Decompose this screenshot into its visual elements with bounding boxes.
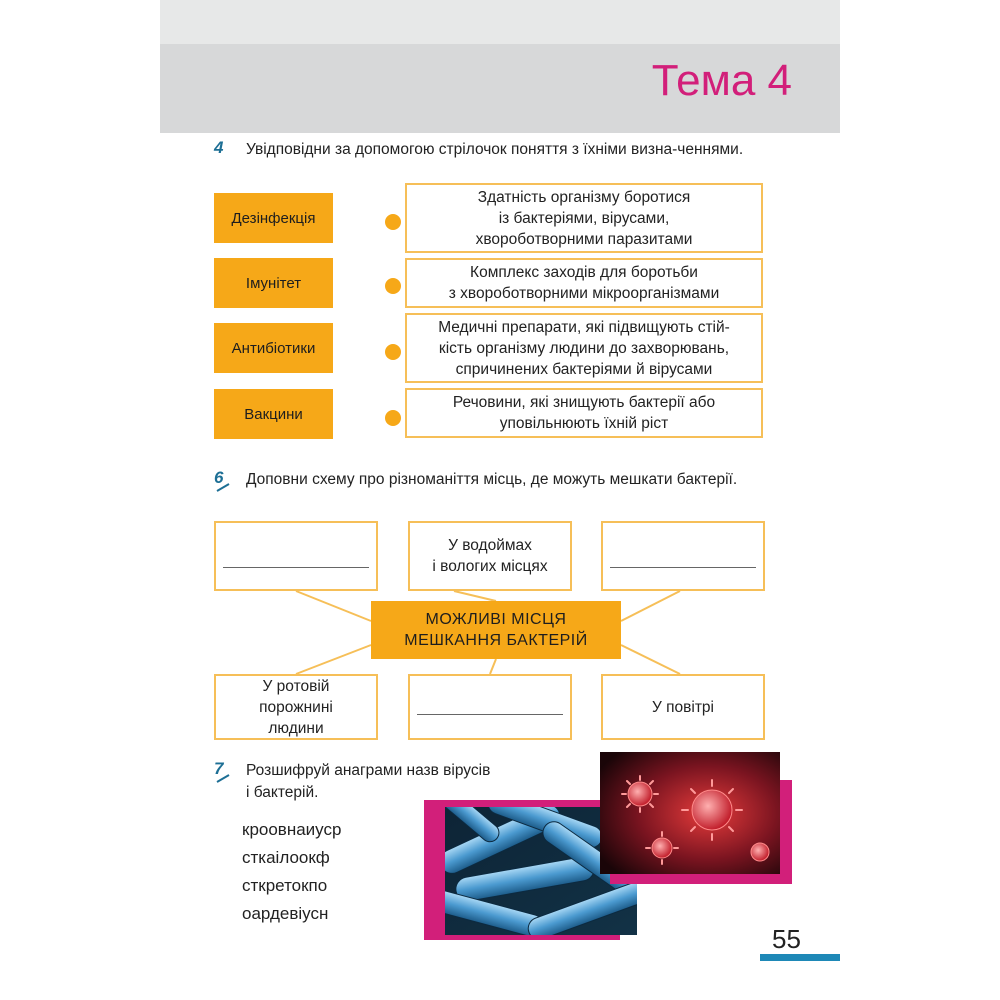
scheme-text: і вологих місцях bbox=[432, 558, 548, 575]
scheme-text: порожнині bbox=[259, 698, 333, 716]
scheme-box-bottom-left bbox=[214, 674, 378, 740]
virus-photo bbox=[600, 752, 780, 874]
scheme-text: людини bbox=[268, 719, 324, 737]
scheme-text: У повітрі bbox=[651, 698, 714, 716]
textbook-page bbox=[160, 0, 840, 1000]
scheme-center-box bbox=[371, 601, 621, 659]
definition-line: кість організму людини до захворювань, bbox=[438, 339, 730, 357]
definition-line: хвороботворними паразитами bbox=[475, 230, 693, 248]
exercise-7-number: 7 bbox=[214, 759, 223, 779]
anagram-item: кроовнаиуср bbox=[242, 820, 342, 839]
definition-line: Здатність організму боротися bbox=[477, 188, 691, 206]
pen-tick-icon bbox=[216, 773, 230, 783]
term-vaccines: Вакцини bbox=[214, 389, 333, 439]
topic-title: Тема 4 bbox=[651, 56, 792, 105]
exercise-6-instruction: Доповни схему про різноманіття місць, де можуть мешкати бактерії. bbox=[246, 471, 738, 488]
anagram-item: сткретокпо bbox=[242, 876, 328, 895]
page-number-bar bbox=[760, 954, 840, 961]
definition-line: спричинених бактеріями й вірусами bbox=[455, 360, 713, 378]
instruction-line: Розшифруй анаграми назв вірусів bbox=[246, 762, 491, 779]
exercise-7-instruction bbox=[246, 760, 546, 804]
instruction-line: і бактерій. bbox=[246, 784, 319, 801]
anagram-item: сткаілоокф bbox=[242, 848, 330, 867]
scheme-center-text: МОЖЛИВІ МІСЦЯ bbox=[425, 611, 567, 628]
scheme-box-bottom-right bbox=[601, 674, 765, 740]
exercise-4-number: 4 bbox=[214, 138, 224, 157]
scheme-blank-box-top-right[interactable] bbox=[601, 521, 765, 591]
scheme-blank-box-bottom-middle[interactable] bbox=[408, 674, 572, 740]
term-immunity: Імунітет bbox=[214, 258, 333, 308]
definition-line: з хвороботворними мікроорганізмами bbox=[448, 285, 720, 302]
answer-line[interactable] bbox=[610, 567, 756, 568]
scheme-text: У ротовій bbox=[262, 677, 330, 695]
answer-line[interactable] bbox=[223, 567, 369, 568]
page-number: 55 bbox=[772, 924, 801, 954]
definition-line: Речовини, які знищують бактерії або bbox=[452, 394, 716, 411]
exercise-4-instruction: Увідповідни за допомогою стрілочок поняття з їхніми визна-ченнями. bbox=[246, 141, 744, 158]
answer-line[interactable] bbox=[417, 714, 563, 715]
scheme-blank-box-top-left[interactable] bbox=[214, 521, 378, 591]
term-disinfection: Дезінфекція bbox=[214, 193, 333, 243]
term-antibiotics: Антибіотики bbox=[214, 323, 333, 373]
definition-line: Комплекс заходів для боротьби bbox=[470, 264, 698, 281]
virus-illustration bbox=[600, 752, 780, 874]
definition-line: Медичні препарати, які підвищують стій- bbox=[438, 318, 730, 336]
definition-line: уповільнюють їхній ріст bbox=[499, 415, 669, 432]
definition-line: із бактеріями, вірусами, bbox=[498, 209, 670, 227]
scheme-box-top-middle bbox=[408, 521, 572, 591]
scheme-center-text: МЕШКАННЯ БАКТЕРІЙ bbox=[404, 632, 588, 649]
anagram-item: оардевіусн bbox=[242, 904, 329, 923]
exercise-6-number: 6 bbox=[214, 468, 223, 488]
scheme-text: У водоймах bbox=[448, 537, 532, 554]
